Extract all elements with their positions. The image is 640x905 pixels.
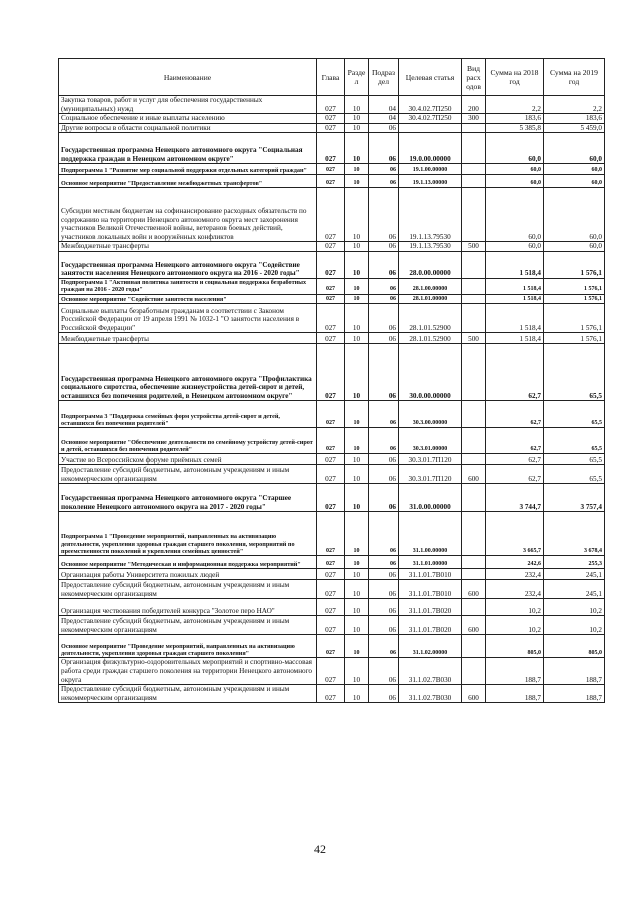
- table-row: [59, 401, 605, 428]
- row-name: Предоставление субсидий бюджетным, автономным учреждениям и иным некоммерческим организациям: [59, 465, 317, 484]
- row-vid: 600: [462, 685, 486, 703]
- row-glava: 027: [317, 133, 345, 164]
- row-podrazdel: 06: [369, 164, 399, 175]
- row-podrazdel: 06: [369, 484, 399, 512]
- row-statya: 28.1.00.00000: [399, 278, 462, 294]
- row-podrazdel: 06: [369, 428, 399, 454]
- budget-table-page: [58, 58, 604, 703]
- row-podrazdel: 06: [369, 454, 399, 465]
- row-vid: [462, 428, 486, 454]
- row-sum-2018: 232,4: [486, 580, 544, 599]
- table-row: [59, 278, 605, 294]
- row-statya: 31.0.00.00000: [399, 484, 462, 512]
- row-sum-2018: 1 518,4: [486, 251, 544, 278]
- row-sum-2018: 60,0: [486, 133, 544, 164]
- row-sum-2018: 62,7: [486, 428, 544, 454]
- row-sum-2019: 60,0: [544, 242, 605, 252]
- row-statya: 30.3.01.7П120: [399, 465, 462, 484]
- row-glava: 027: [317, 512, 345, 556]
- table-row: [59, 123, 605, 133]
- row-statya: 31.1.02.00000: [399, 635, 462, 658]
- row-glava: 027: [317, 616, 345, 635]
- row-vid: [462, 569, 486, 580]
- row-razdel: 10: [345, 175, 369, 188]
- table-row: [59, 685, 605, 703]
- table-row: [59, 556, 605, 569]
- row-razdel: 10: [345, 685, 369, 703]
- row-sum-2018: 1 518,4: [486, 333, 544, 344]
- row-sum-2018: 62,7: [486, 344, 544, 401]
- row-glava: 027: [317, 580, 345, 599]
- row-sum-2018: 60,0: [486, 242, 544, 252]
- row-vid: 200: [462, 96, 486, 114]
- row-vid: [462, 635, 486, 658]
- row-razdel: 10: [345, 164, 369, 175]
- row-glava: 027: [317, 294, 345, 304]
- row-vid: [462, 484, 486, 512]
- table-row: [59, 304, 605, 333]
- row-razdel: 10: [345, 428, 369, 454]
- row-razdel: 10: [345, 484, 369, 512]
- row-sum-2018: 60,0: [486, 188, 544, 242]
- row-podrazdel: 06: [369, 344, 399, 401]
- table-row: [59, 635, 605, 658]
- row-sum-2019: 183,6: [544, 114, 605, 124]
- table-row: [59, 294, 605, 304]
- row-sum-2019: 60,0: [544, 175, 605, 188]
- table-body: [59, 96, 605, 703]
- row-statya: [399, 123, 462, 133]
- row-podrazdel: 06: [369, 188, 399, 242]
- row-name: Государственная программа Ненецкого автономного округа "Социальная поддержка граждан в Ненецком автономном округе": [59, 133, 317, 164]
- row-podrazdel: 04: [369, 114, 399, 124]
- row-name: Основное мероприятие "Методическая и информационная поддержка мероприятий": [59, 556, 317, 569]
- row-name: Подпрограмма 1 "Развитие мер социальной поддержки отдельных категорий граждан": [59, 164, 317, 175]
- row-razdel: 10: [345, 465, 369, 484]
- row-podrazdel: 04: [369, 96, 399, 114]
- table-row: [59, 616, 605, 635]
- row-sum-2018: 10,2: [486, 616, 544, 635]
- table-row: [59, 164, 605, 175]
- row-statya: 31.1.02.7В030: [399, 685, 462, 703]
- header-vid: Вид расх одов: [462, 59, 486, 96]
- row-name: Субсидии местным бюджетам на софинансирование расходных обязательств по содержанию на территории Ненецкого автономного округа мест захоронения участников Великой Отечественной войны, ветеранов боевых действий, участников локальных войн и вооружённых конфликтов: [59, 188, 317, 242]
- row-name: Государственная программа Ненецкого автономного округа "Старшее поколение Ненецкого автономного округа на 2017 - 2020 годы": [59, 484, 317, 512]
- row-name: Другие вопросы в области социальной политики: [59, 123, 317, 133]
- row-glava: 027: [317, 556, 345, 569]
- row-name: Межбюджетные трансферты: [59, 333, 317, 344]
- row-podrazdel: 06: [369, 294, 399, 304]
- row-sum-2019: 2,2: [544, 96, 605, 114]
- row-podrazdel: 06: [369, 401, 399, 428]
- row-glava: 027: [317, 569, 345, 580]
- row-razdel: 10: [345, 580, 369, 599]
- row-vid: [462, 164, 486, 175]
- row-name: Организация чествования победителей конкурса "Золотое перо НАО": [59, 599, 317, 616]
- row-vid: 500: [462, 242, 486, 252]
- row-glava: 027: [317, 175, 345, 188]
- row-sum-2019: 10,2: [544, 599, 605, 616]
- row-sum-2019: 1 576,1: [544, 333, 605, 344]
- row-statya: 30.3.01.00000: [399, 428, 462, 454]
- row-statya: 31.1.01.7В010: [399, 569, 462, 580]
- row-sum-2019: 60,0: [544, 164, 605, 175]
- row-podrazdel: 06: [369, 658, 399, 685]
- row-podrazdel: 06: [369, 580, 399, 599]
- row-glava: 027: [317, 344, 345, 401]
- row-name: Основное мероприятие "Предоставление межбюджетных трансфертов": [59, 175, 317, 188]
- row-statya: 19.1.13.79530: [399, 188, 462, 242]
- table-row: [59, 569, 605, 580]
- row-vid: 300: [462, 114, 486, 124]
- row-name: Основное мероприятие "Проведение мероприятий, направленных на активизацию деятельности, укрепления здоровья граждан старшего поколения": [59, 635, 317, 658]
- row-vid: [462, 454, 486, 465]
- row-statya: 30.3.00.00000: [399, 401, 462, 428]
- row-name: Государственная программа Ненецкого автономного округа "Профилактика социального сиротства, обеспечение жизнеустройства детей-сирот и детей, оставшихся без попечения родителей, в Ненецком автономном округе": [59, 344, 317, 401]
- row-vid: 600: [462, 580, 486, 599]
- header-razdel: Разде л: [345, 59, 369, 96]
- row-vid: [462, 599, 486, 616]
- header-podrazdel: Подраз дел: [369, 59, 399, 96]
- row-sum-2018: 183,6: [486, 114, 544, 124]
- row-name: Социальное обеспечение и иные выплаты населению: [59, 114, 317, 124]
- row-sum-2019: 1 576,1: [544, 251, 605, 278]
- row-sum-2019: 60,0: [544, 133, 605, 164]
- row-razdel: 10: [345, 114, 369, 124]
- table-row: [59, 344, 605, 401]
- row-razdel: 10: [345, 658, 369, 685]
- row-podrazdel: 06: [369, 251, 399, 278]
- table-row: [59, 512, 605, 556]
- row-sum-2019: 1 576,1: [544, 304, 605, 333]
- row-podrazdel: 06: [369, 569, 399, 580]
- row-glava: 027: [317, 685, 345, 703]
- row-sum-2019: 65,5: [544, 344, 605, 401]
- row-sum-2019: 5 459,0: [544, 123, 605, 133]
- row-sum-2019: 65,5: [544, 454, 605, 465]
- table-row: [59, 114, 605, 124]
- row-vid: [462, 278, 486, 294]
- table-row: [59, 658, 605, 685]
- row-name: Предоставление субсидий бюджетным, автономным учреждениям и иным некоммерческим организациям: [59, 616, 317, 635]
- row-name: Организация работы Университета пожилых людей: [59, 569, 317, 580]
- row-razdel: 10: [345, 294, 369, 304]
- row-sum-2019: 65,5: [544, 401, 605, 428]
- row-vid: 600: [462, 616, 486, 635]
- table-row: [59, 428, 605, 454]
- row-name: Основное мероприятие "Содействие занятости населения": [59, 294, 317, 304]
- row-sum-2018: 188,7: [486, 685, 544, 703]
- row-glava: 027: [317, 333, 345, 344]
- row-vid: 500: [462, 333, 486, 344]
- row-razdel: 10: [345, 123, 369, 133]
- row-glava: 027: [317, 242, 345, 252]
- row-vid: [462, 294, 486, 304]
- row-sum-2019: 255,3: [544, 556, 605, 569]
- row-razdel: 10: [345, 599, 369, 616]
- table-row: [59, 599, 605, 616]
- row-sum-2018: 1 518,4: [486, 278, 544, 294]
- row-sum-2019: 10,2: [544, 616, 605, 635]
- row-glava: 027: [317, 188, 345, 242]
- row-sum-2018: 5 385,8: [486, 123, 544, 133]
- row-razdel: 10: [345, 188, 369, 242]
- row-name: Подпрограмма 1 "Активная политика занятости и социальная поддержка безработных граждан на 2016 - 2020 годы": [59, 278, 317, 294]
- row-podrazdel: 06: [369, 616, 399, 635]
- row-razdel: 10: [345, 454, 369, 465]
- row-sum-2018: 1 518,4: [486, 304, 544, 333]
- row-glava: 027: [317, 484, 345, 512]
- row-vid: [462, 251, 486, 278]
- row-vid: [462, 344, 486, 401]
- row-razdel: 10: [345, 278, 369, 294]
- row-glava: 027: [317, 465, 345, 484]
- budget-table: [58, 58, 605, 703]
- row-razdel: 10: [345, 344, 369, 401]
- row-sum-2018: 10,2: [486, 599, 544, 616]
- row-glava: 027: [317, 428, 345, 454]
- row-statya: 19.1.13.00000: [399, 175, 462, 188]
- row-podrazdel: 06: [369, 512, 399, 556]
- row-glava: 027: [317, 599, 345, 616]
- row-vid: [462, 188, 486, 242]
- row-statya: 19.1.00.00000: [399, 164, 462, 175]
- row-name: Социальные выплаты безработным гражданам в соответствии с Законом Российской Федерации от 19 апреля 1991 № 1032-1 "О занятости населения в Российской Федерации": [59, 304, 317, 333]
- row-sum-2019: 188,7: [544, 685, 605, 703]
- row-podrazdel: 06: [369, 242, 399, 252]
- row-razdel: 10: [345, 96, 369, 114]
- row-podrazdel: 06: [369, 304, 399, 333]
- row-statya: 30.3.01.7П120: [399, 454, 462, 465]
- row-name: Государственная программа Ненецкого автономного округа "Содействие занятости населения Ненецкого автономного округа на 2016 - 2020 годы": [59, 251, 317, 278]
- table-row: [59, 454, 605, 465]
- row-podrazdel: 06: [369, 278, 399, 294]
- row-podrazdel: 06: [369, 685, 399, 703]
- row-sum-2018: 62,7: [486, 454, 544, 465]
- row-glava: 027: [317, 304, 345, 333]
- row-glava: 027: [317, 251, 345, 278]
- row-statya: 28.0.00.00000: [399, 251, 462, 278]
- header-name: Наименование: [59, 59, 317, 96]
- row-statya: 28.1.01.52900: [399, 304, 462, 333]
- row-name: Закупка товаров, работ и услуг для обеспечения государственных (муниципальных) нужд: [59, 96, 317, 114]
- row-vid: [462, 304, 486, 333]
- header-glava: Глава: [317, 59, 345, 96]
- header-statya: Целевая статья: [399, 59, 462, 96]
- table-row: [59, 175, 605, 188]
- table-row: [59, 333, 605, 344]
- row-sum-2018: 1 518,4: [486, 294, 544, 304]
- row-name: Основное мероприятие "Обеспечение деятельности по семейному устройству детей-сирот и детей, оставшихся без попечения родителей": [59, 428, 317, 454]
- table-header-row: [59, 59, 605, 96]
- row-podrazdel: 06: [369, 465, 399, 484]
- row-statya: 31.1.01.7В020: [399, 616, 462, 635]
- table-row: [59, 242, 605, 252]
- row-vid: [462, 123, 486, 133]
- row-sum-2019: 3 757,4: [544, 484, 605, 512]
- row-razdel: 10: [345, 512, 369, 556]
- row-name: Участие во Всероссийском форуме приёмных семей: [59, 454, 317, 465]
- table-row: [59, 96, 605, 114]
- row-glava: 027: [317, 96, 345, 114]
- row-sum-2019: 245,1: [544, 580, 605, 599]
- row-sum-2019: 1 576,1: [544, 294, 605, 304]
- header-sum-2018: Сумма на 2018 год: [486, 59, 544, 96]
- row-sum-2019: 245,1: [544, 569, 605, 580]
- row-podrazdel: 06: [369, 175, 399, 188]
- table-row: [59, 580, 605, 599]
- row-statya: 28.1.01.00000: [399, 294, 462, 304]
- table-row: [59, 133, 605, 164]
- row-sum-2019: 65,5: [544, 465, 605, 484]
- row-sum-2019: 188,7: [544, 658, 605, 685]
- row-podrazdel: 06: [369, 333, 399, 344]
- row-statya: 31.1.00.00000: [399, 512, 462, 556]
- row-statya: 31.1.01.7В010: [399, 580, 462, 599]
- row-podrazdel: 06: [369, 123, 399, 133]
- row-razdel: 10: [345, 556, 369, 569]
- row-vid: [462, 512, 486, 556]
- table-row: [59, 484, 605, 512]
- row-razdel: 10: [345, 251, 369, 278]
- row-statya: 19.1.13.79530: [399, 242, 462, 252]
- row-name: Предоставление субсидий бюджетным, автономным учреждениям и иным некоммерческим организациям: [59, 685, 317, 703]
- row-sum-2018: 232,4: [486, 569, 544, 580]
- row-sum-2019: 60,0: [544, 188, 605, 242]
- table-row: [59, 465, 605, 484]
- row-sum-2019: 65,5: [544, 428, 605, 454]
- row-razdel: 10: [345, 616, 369, 635]
- row-statya: 28.1.01.52900: [399, 333, 462, 344]
- row-statya: 31.1.01.00000: [399, 556, 462, 569]
- row-name: Межбюджетные трансферты: [59, 242, 317, 252]
- row-glava: 027: [317, 401, 345, 428]
- row-vid: [462, 133, 486, 164]
- row-sum-2018: 3 744,7: [486, 484, 544, 512]
- row-vid: [462, 401, 486, 428]
- row-sum-2018: 60,0: [486, 175, 544, 188]
- row-razdel: 10: [345, 242, 369, 252]
- row-statya: 30.0.00.00000: [399, 344, 462, 401]
- row-sum-2019: 1 576,1: [544, 278, 605, 294]
- row-razdel: 10: [345, 133, 369, 164]
- row-glava: 027: [317, 123, 345, 133]
- header-sum-2019: Сумма на 2019 год: [544, 59, 605, 96]
- row-podrazdel: 06: [369, 556, 399, 569]
- row-sum-2018: 60,0: [486, 164, 544, 175]
- row-glava: 027: [317, 635, 345, 658]
- row-sum-2018: 188,7: [486, 658, 544, 685]
- row-name: Подпрограмма 3 "Поддержка семейных форм устройства детей-сирот и детей, оставшихся без попечения родителей": [59, 401, 317, 428]
- row-statya: 30.4.02.7П250: [399, 96, 462, 114]
- row-name: Подпрограмма 1 "Проведение мероприятий, направленных на активизацию деятельности, укрепления здоровья граждан старшего поколения, мероприятий по преемственности поколений и укрепления семейных ценностей": [59, 512, 317, 556]
- row-name: Предоставление субсидий бюджетным, автономным учреждениям и иным некоммерческим организациям: [59, 580, 317, 599]
- row-razdel: 10: [345, 304, 369, 333]
- row-name: Организация физкультурно-оздоровительных мероприятий и спортивно-массовая работа среди граждан старшего поколения на территории Ненецкого автономного округа: [59, 658, 317, 685]
- row-sum-2018: 2,2: [486, 96, 544, 114]
- row-vid: [462, 175, 486, 188]
- row-sum-2018: 62,7: [486, 465, 544, 484]
- row-glava: 027: [317, 454, 345, 465]
- row-sum-2019: 805,0: [544, 635, 605, 658]
- row-podrazdel: 06: [369, 133, 399, 164]
- row-vid: [462, 556, 486, 569]
- row-statya: 31.1.02.7В030: [399, 658, 462, 685]
- row-podrazdel: 06: [369, 599, 399, 616]
- row-sum-2018: 805,0: [486, 635, 544, 658]
- row-sum-2018: 3 665,7: [486, 512, 544, 556]
- row-razdel: 10: [345, 569, 369, 580]
- row-glava: 027: [317, 114, 345, 124]
- row-vid: [462, 658, 486, 685]
- table-row: [59, 251, 605, 278]
- page-number: 42: [314, 842, 326, 856]
- row-sum-2018: 242,6: [486, 556, 544, 569]
- row-sum-2019: 3 678,4: [544, 512, 605, 556]
- row-podrazdel: 06: [369, 635, 399, 658]
- row-razdel: 10: [345, 333, 369, 344]
- row-glava: 027: [317, 658, 345, 685]
- table-row: [59, 188, 605, 242]
- row-glava: 027: [317, 164, 345, 175]
- row-statya: 31.1.01.7В020: [399, 599, 462, 616]
- row-glava: 027: [317, 278, 345, 294]
- row-sum-2018: 62,7: [486, 401, 544, 428]
- row-vid: 600: [462, 465, 486, 484]
- row-razdel: 10: [345, 635, 369, 658]
- row-statya: 19.0.00.00000: [399, 133, 462, 164]
- row-statya: 30.4.02.7П250: [399, 114, 462, 124]
- row-razdel: 10: [345, 401, 369, 428]
